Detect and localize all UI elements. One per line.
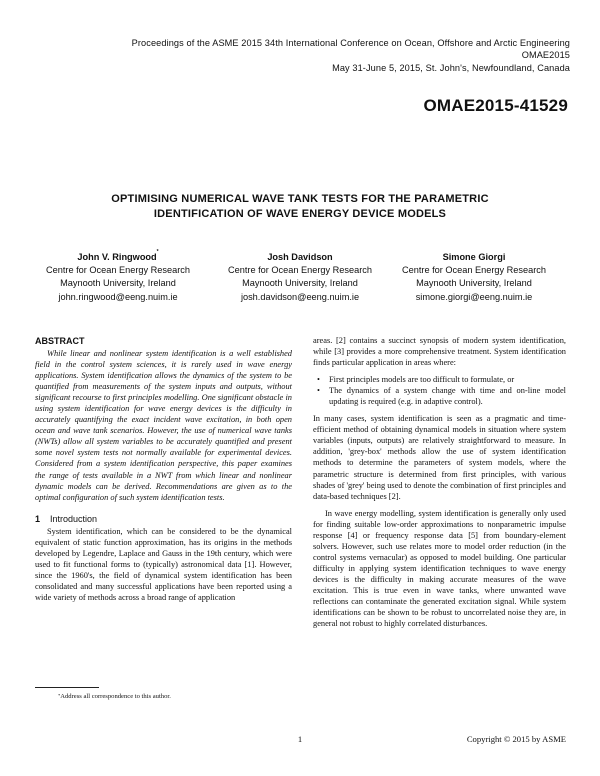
paper-title xyxy=(40,192,560,221)
introduction-paragraph: System identification, which can be considered to be the dynamical equivalent of static function approximation, has its origins in the methods developed by Legendre, Laplace and Gauss in the 19th century, which were used to fit functional forms to (typically) astronomical data [1]. However, since the 1960's, the field of dynamical system identification has been consolidated and many successful applications have been reported using a wide variety of methods across a broad range of application xyxy=(35,526,292,602)
list-item: • First principles models are too difficult to formulate, or xyxy=(317,375,515,385)
author-university: Maynooth University, Ireland xyxy=(416,278,532,289)
author-affiliation: Centre for Ocean Energy Research xyxy=(401,265,546,276)
right-column xyxy=(313,335,566,629)
author-affiliation: Centre for Ocean Energy Research xyxy=(45,265,190,276)
bullet-list xyxy=(313,374,566,407)
author-email: simone.giorgi@eeng.nuim.ie xyxy=(415,291,533,302)
author-university: Maynooth University, Ireland xyxy=(60,278,176,289)
abstract-text: While linear and nonlinear system identification is a well established field in the control system sciences, it is rarely used in wave energy applications. System identification allows the dynamics of the system to be quantified from measurements of the system inputs and outputs, without significant recourse to first principles modelling. One significant obstacle in using system identification for wave energy devices is the difficulty in accurately quantifying the exact incident wave excitation, in both open ocean and wave tank scenarios. However, the use of numerical wave tanks (NWTs) allow all system variables to be accurately quantified and present some novel system tests not normally available for experimental devices. Considered from a system identification perspective, this paper examines the range of tests available in a NWT from which linear and nonlinear dynamic models can be derived. Recommendations are given as to the optimal configuration of such system identification tests. xyxy=(35,349,292,502)
author-email: josh.davidson@eeng.nuim.ie xyxy=(240,291,360,302)
author-block-2 xyxy=(210,251,390,304)
author-name: John V. Ringwood* xyxy=(77,249,159,262)
section-heading-introduction xyxy=(35,513,292,525)
section-number: 1 xyxy=(35,513,41,524)
section-title: Introduction xyxy=(50,513,98,524)
conference-header xyxy=(50,37,570,74)
copyright-notice: Copyright © 2015 by ASME xyxy=(466,734,566,744)
paper-id: OMAE2015-41529 xyxy=(423,96,568,115)
title-line-1: OPTIMISING NUMERICAL WAVE TANK TESTS FOR THE PARAMETRIC xyxy=(111,193,489,205)
author-name: Josh Davidson xyxy=(267,252,333,262)
author-affiliation: Centre for Ocean Energy Research xyxy=(227,265,372,276)
author-block-3 xyxy=(384,251,564,304)
bullet-icon: • xyxy=(317,386,320,396)
paragraph-wave-energy-modelling: In wave energy modelling, system identification is generally only used for finding suitable low-order approximations to nonparametric impulse response [4] or frequency response data [5] from boundary-element solvers. However, such use relates more to model order reduction (in the control systems vernacular) as opposed to model building. One particular difficulty in applying system identification techniques to wave energy devices is the difficulty in making accurate measures of the wave excitation. This is true even in wave tanks, where unwanted wave reflections can contaminate the generated excitation signal. While system identifications can be shown to be robust to uncorrelated noise they are, in general not robust to highly correlated disturbances. xyxy=(313,508,566,629)
footnote-text: Address all correspondence to this author. xyxy=(60,693,171,700)
bullet-icon: • xyxy=(317,375,320,385)
footnote xyxy=(58,693,171,700)
list-item: • The dynamics of a system change with time and on-line model updating is required (e.g. in adaptive control). xyxy=(317,386,566,407)
author-university: Maynooth University, Ireland xyxy=(242,278,358,289)
continued-paragraph: areas. [2] contains a succinct synopsis of modern system identification, while [3] provides a more comprehensive treatment. System identification finds particular application in areas where: xyxy=(313,336,566,368)
paragraph-system-identification: In many cases, system identification is seen as a pragmatic and time-efficient method of obtaining dynamical models in situation where system variables (inputs, outputs) are relatively straightforward to measure. In addition, 'grey-box' methods allow the use of system identification methods to determine the parameters of system models, where the parametric structure is determined from first principles, with various shades of 'grey' being used to denote the combination of first principles and data-based techniques [2]. xyxy=(313,414,566,501)
left-column xyxy=(35,335,292,603)
conference-dates: May 31-June 5, 2015, St. John's, Newfoundland, Canada xyxy=(332,62,570,73)
proceedings-line: Proceedings of the ASME 2015 34th International Conference on Ocean, Offshore and Arctic Engineering xyxy=(131,38,570,48)
footnote-mark: * xyxy=(58,693,61,698)
title-line-2: IDENTIFICATION OF WAVE ENERGY DEVICE MODELS xyxy=(153,207,447,220)
footnote-divider xyxy=(35,687,99,688)
page-number: 1 xyxy=(297,734,303,744)
conference-name: OMAE2015 xyxy=(521,50,570,61)
abstract-heading: ABSTRACT xyxy=(35,336,85,346)
author-name: Simone Giorgi xyxy=(442,252,506,262)
author-email: john.ringwood@eeng.nuim.ie xyxy=(58,291,178,302)
author-footnote-mark: * xyxy=(156,249,159,255)
author-block-1 xyxy=(28,251,208,304)
